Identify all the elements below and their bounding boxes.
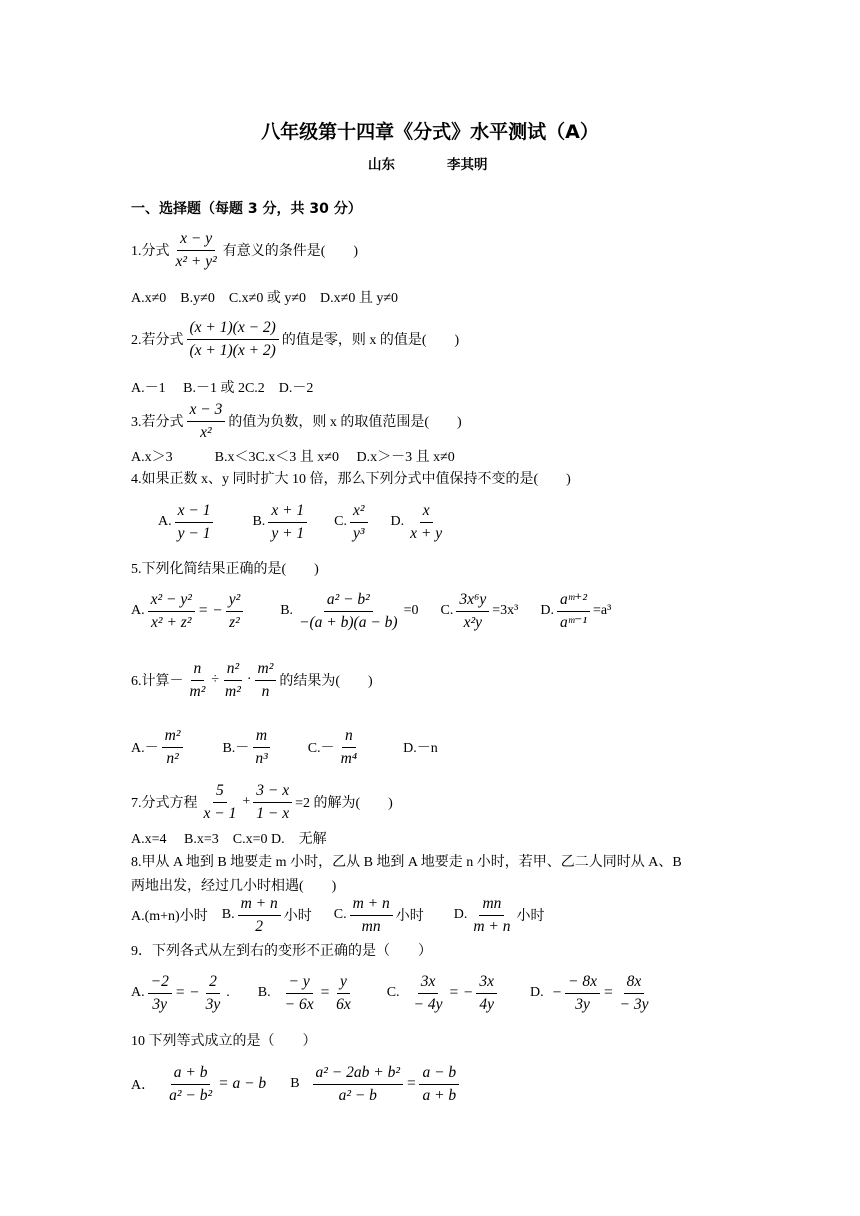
question-text: C.－ [307, 741, 335, 756]
question-text: C. [440, 603, 454, 618]
numerator: x − 3 [187, 401, 226, 422]
question-10-options [131, 1059, 462, 1109]
question-text: C. [333, 907, 347, 922]
question-text: · [246, 672, 252, 687]
question-text: . [226, 985, 230, 1000]
option-d-fraction [557, 591, 590, 632]
question-text: B. [252, 514, 266, 529]
denominator: − 6x [284, 995, 314, 1013]
question-text: + [242, 794, 251, 809]
numerator: m + n [350, 895, 393, 916]
numerator: n [191, 660, 205, 681]
fraction [313, 1064, 403, 1105]
numerator: − y [286, 973, 313, 994]
question-text: 的值为负数，则 x 的取值范围是( ) [228, 415, 462, 430]
fraction [203, 973, 224, 1014]
question-6-options [131, 722, 438, 772]
page-title: 八年级第十四章《分式》水平测试（A） [261, 121, 599, 143]
denominator: a² − b [338, 1086, 377, 1104]
denominator: x² + y² [175, 252, 217, 270]
numerator: a² − b² [324, 591, 373, 612]
question-text: = [319, 984, 331, 1001]
denominator: m² [189, 682, 206, 700]
numerator: m + n [238, 895, 281, 916]
denominator: m + n [473, 917, 511, 935]
denominator: (x + 1)(x + 2) [189, 341, 276, 359]
denominator: aᵐ⁻¹ [559, 613, 588, 631]
question-text: B. [280, 603, 294, 618]
section-heading: 一、选择题（每题 3 分，共 30 分） [131, 201, 362, 217]
denominator: x² [200, 423, 212, 441]
question-text: C. [386, 985, 400, 1000]
fraction [187, 319, 279, 360]
question-text: A.－ [131, 741, 159, 756]
question-4-options [158, 497, 448, 547]
denominator: 2 [255, 917, 264, 935]
question-text: 的值是零，则 x 的值是( ) [281, 333, 460, 348]
denominator: 6x [336, 995, 351, 1013]
question-7-options: A.x=4 B.x=3 C.x=0 D. 无解 [131, 832, 327, 847]
numerator: m² [255, 660, 277, 681]
numerator: mn [479, 895, 504, 916]
fraction [222, 660, 244, 701]
numerator: a² − 2ab + b² [313, 1064, 403, 1085]
question-1-options: A.x≠0 B.y≠0 C.x≠0 或 y≠0 D.x≠0 且 y≠0 [131, 291, 398, 306]
option-a-fraction-2 [226, 591, 244, 632]
fraction [411, 973, 446, 1014]
fraction [148, 973, 172, 1014]
question-2-options: A.－1 B.－1 或 2C.2 D.－2 [131, 381, 314, 396]
denominator: x + y [410, 524, 443, 542]
numerator: 8x [624, 973, 645, 994]
question-text: = [603, 984, 614, 1001]
denominator: 3y [152, 995, 168, 1013]
question-text: 小时 [516, 909, 545, 924]
question-text: =0 [403, 603, 419, 618]
question-text: − [551, 984, 563, 1001]
option-b-fraction [296, 591, 401, 632]
question-3 [131, 396, 462, 446]
denominator: y + 1 [271, 524, 305, 542]
question-text: = − [448, 984, 474, 1001]
question-text: D. [453, 907, 468, 922]
option-c-fraction [338, 727, 361, 768]
question-text: 小时 [395, 909, 424, 924]
denominator: x − 1 [203, 804, 237, 822]
numerator: aᵐ⁺² [557, 591, 590, 612]
question-text: 7.分式方程 [131, 796, 198, 811]
question-text: =2 的解为( ) [295, 796, 393, 811]
numerator: x² − y² [148, 591, 195, 612]
denominator: − 4y [413, 995, 443, 1013]
author-place: 山东 [368, 157, 395, 173]
author-name: 李其明 [447, 157, 488, 173]
denominator: x² + z² [151, 613, 192, 631]
option-b-fraction [238, 895, 281, 936]
fraction [187, 401, 226, 442]
numerator: 3x [476, 973, 497, 994]
denominator: n [261, 682, 270, 700]
question-text: 小时 [283, 909, 312, 924]
question-text: ÷ [211, 672, 220, 687]
question-8-options [131, 890, 545, 940]
denominator: n³ [255, 749, 268, 767]
fraction [255, 660, 277, 701]
question-text: 2.若分式 [131, 333, 184, 348]
numerator: a − b [419, 1064, 459, 1085]
denominator: 1 − x [256, 804, 290, 822]
fraction [187, 660, 209, 701]
question-8-line-2: 两地出发，经过几小时相遇( ) [131, 879, 337, 894]
question-text: A.(m+n)小时 [131, 909, 208, 924]
denominator: mn [361, 917, 381, 935]
question-text: 1.分式 [131, 244, 170, 259]
option-c-fraction [350, 502, 368, 543]
question-text: A. [158, 514, 172, 529]
option-a-fraction [162, 727, 184, 768]
option-b-fraction [268, 502, 307, 543]
fraction [173, 230, 220, 271]
question-text: C. [334, 514, 347, 529]
denominator: z² [229, 613, 240, 631]
question-text: B [290, 1076, 300, 1091]
question-text: = [406, 1075, 417, 1092]
numerator: n [342, 727, 356, 748]
question-9: 9．下列各式从左到右的变形不正确的是（ ） [131, 944, 432, 959]
question-1 [131, 225, 358, 275]
question-text: B. [257, 985, 271, 1000]
denominator: y − 1 [177, 524, 211, 542]
option-d-fraction [470, 895, 513, 936]
denominator: m⁴ [340, 749, 358, 767]
fraction [201, 782, 240, 823]
option-b-fraction [252, 727, 270, 768]
numerator: m [253, 727, 270, 748]
numerator: y² [226, 591, 244, 612]
option-c-fraction [350, 895, 393, 936]
question-text: 3.若分式 [131, 415, 184, 430]
numerator: 3x [418, 973, 439, 994]
numerator: 3x⁶y [456, 591, 489, 612]
numerator: x² [350, 502, 368, 523]
question-text: B. [221, 907, 235, 922]
question-text: =3x³ [492, 603, 519, 618]
question-text: = − [197, 602, 223, 619]
option-c-fraction [456, 591, 489, 632]
fraction [565, 973, 600, 1014]
denominator: a + b [422, 1086, 457, 1104]
question-text: 的结果为( ) [279, 674, 373, 689]
option-d: D.－n [403, 741, 438, 756]
question-text: 6.计算－ [131, 674, 184, 689]
numerator: a + b [171, 1064, 211, 1085]
question-text: = a − b [218, 1075, 267, 1092]
question-10: 10 下列等式成立的是（ ） [131, 1034, 317, 1049]
numerator: − 8x [565, 973, 600, 994]
denominator: 3y [575, 995, 590, 1013]
fraction [616, 973, 651, 1014]
numerator: −2 [148, 973, 172, 994]
question-text: 有意义的条件是( ) [222, 244, 359, 259]
numerator: x − 1 [175, 502, 214, 523]
numerator: m² [162, 727, 184, 748]
question-4: 4.如果正数 x、y 同时扩大 10 倍，那么下列分式中值保持不变的是( ) [131, 472, 571, 487]
question-3-options: A.x＞3 B.x＜3C.x＜3 且 x≠0 D.x＞－3 且 x≠0 [131, 450, 455, 465]
fraction [476, 973, 497, 1014]
denominator: 4y [479, 995, 494, 1013]
denominator: −(a + b)(a − b) [299, 613, 398, 631]
option-d-fraction [407, 502, 445, 543]
numerator: 3 − x [253, 782, 292, 803]
question-2 [131, 314, 459, 364]
question-text: = − [174, 984, 200, 1001]
question-5-options [131, 586, 611, 636]
numerator: (x + 1)(x − 2) [187, 319, 279, 340]
fraction [282, 973, 317, 1014]
denominator: x²y [463, 613, 482, 631]
question-text: D. [540, 603, 554, 618]
fraction [333, 973, 354, 1014]
numerator: 2 [206, 973, 220, 994]
fraction [419, 1064, 459, 1105]
numerator: n² [224, 660, 242, 681]
question-text: D. [390, 514, 405, 529]
option-a-fraction [175, 502, 214, 543]
question-9-options [131, 968, 654, 1018]
option-a-fraction [148, 591, 195, 632]
fraction [253, 782, 292, 823]
question-text: B.－ [222, 741, 250, 756]
numerator: x − y [177, 230, 215, 251]
denominator: − 3y [619, 995, 649, 1013]
denominator: n² [166, 749, 179, 767]
numerator: x + 1 [268, 502, 307, 523]
question-6 [131, 655, 373, 705]
numerator: y [337, 973, 350, 994]
question-text: D. [529, 985, 544, 1000]
question-text: A. [131, 603, 145, 618]
denominator: 3y [205, 995, 221, 1013]
question-7 [131, 777, 393, 827]
denominator: m² [225, 682, 241, 700]
question-text: A. [131, 985, 145, 1000]
denominator: a² − b² [169, 1086, 213, 1104]
question-5: 5.下列化简结果正确的是( ) [131, 562, 319, 577]
denominator: y³ [353, 524, 365, 542]
question-text: =a³ [593, 603, 612, 618]
fraction [166, 1064, 215, 1105]
numerator: 5 [213, 782, 227, 803]
question-8-line-1: 8.甲从 A 地到 B 地要走 m 小时，乙从 B 地到 A 地要走 n 小时，若甲、乙二人同时从 A、B [131, 855, 682, 870]
question-text: A． [131, 1078, 156, 1093]
numerator: x [420, 502, 433, 523]
